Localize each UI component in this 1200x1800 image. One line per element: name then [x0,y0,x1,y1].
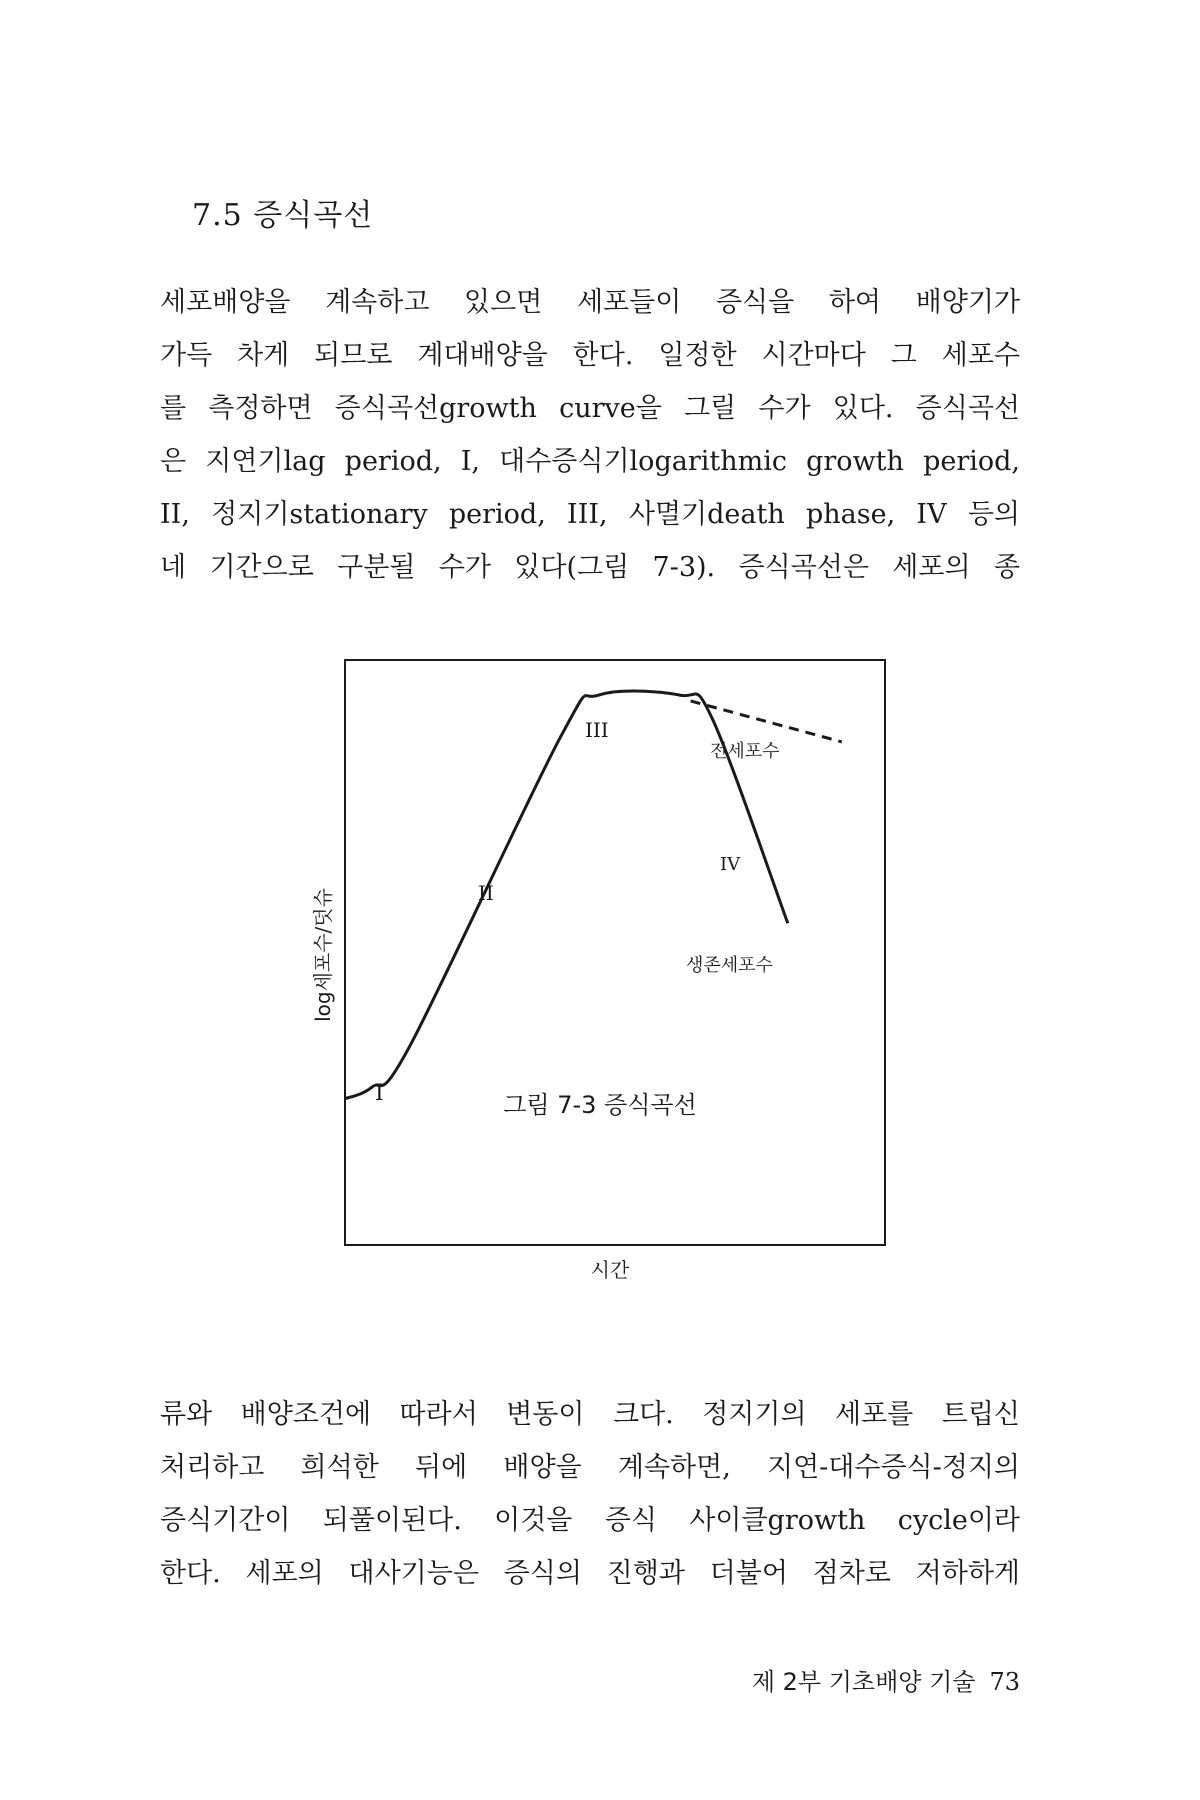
plot-frame [345,660,885,1245]
growth-curve-figure [300,655,900,1295]
running-footer: 제 2부 기초배양 기술 [751,1668,976,1696]
paragraph-line: 네 기간으로 구분될 수가 있다(그림 7-3). 증식곡선은 세포의 종 [160,552,1020,583]
section-title [192,190,373,234]
phase-label-3: III [585,718,609,742]
paragraph-line: 증식기간이 되풀이된다. 이것을 증식 사이클growth cycle이라 [160,1505,1020,1536]
page-number: 73 [989,1668,1020,1696]
phase-label-1: I [375,1081,384,1106]
total-cells-label: 전세포수 [710,741,780,762]
phase-label-4: IV [720,854,741,875]
section-number: 7.5 [192,198,243,233]
paragraph-line: 은 지연기lag period, I, 대수증식기logarithmic growth period, [160,446,1020,477]
paragraph-line: 세포배양을 계속하고 있으면 세포들이 증식을 하여 배양기가 [160,287,1020,318]
figure-caption: 그림 7-3 증식곡선 [503,1091,697,1119]
paragraph-top [160,276,1020,594]
paragraph-line: 처리하고 희석한 뒤에 배양을 계속하면, 지연-대수증식-정지의 [160,1452,1020,1483]
paragraph-line: 류와 배양조건에 따라서 변동이 크다. 정지기의 세포를 트립신 [160,1399,1020,1430]
paragraph-line: II, 정지기stationary period, III, 사멸기death phase, IV 등의 [160,499,1020,530]
paragraph-line: 가득 차게 되므로 계대배양을 한다. 일정한 시간마다 그 세포수 [160,340,1020,371]
x-axis-label: 시간 [590,1258,630,1282]
phase-label-2: II [478,881,494,905]
growth-curve-chart [300,655,900,1295]
paragraph-line: 를 측정하면 증식곡선growth curve을 그릴 수가 있다. 증식곡선 [160,393,1020,424]
paragraph-bottom [160,1388,1020,1600]
paragraph-line: 한다. 세포의 대사기능은 증식의 진행과 더불어 점차로 저하하게 [160,1558,1020,1589]
y-axis-label: log세포수/덧슈 [311,888,335,1022]
page-footer [752,1662,1020,1697]
viable-cells-label: 생존세포수 [686,955,773,976]
section-heading: 증식곡선 [253,198,374,233]
